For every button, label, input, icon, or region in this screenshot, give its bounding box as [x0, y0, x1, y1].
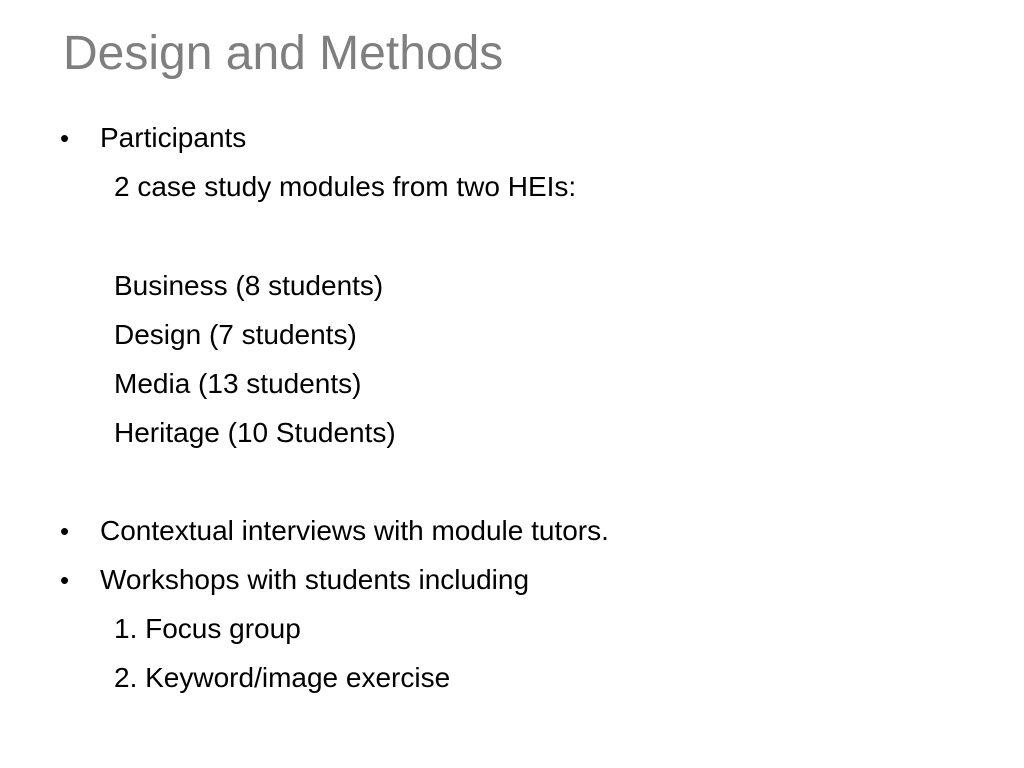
workshops-subline-keyword-exercise: 2. Keyword/image exercise: [114, 662, 451, 693]
workshops-subline-focus-group: 1. Focus group: [114, 613, 301, 644]
participants-subline-heritage: Heritage (10 Students): [114, 417, 396, 448]
bullet-contextual-interviews: Contextual interviews with module tutors.: [100, 515, 609, 546]
bullet-icon: •: [60, 123, 70, 153]
participants-subline: 2 case study modules from two HEIs:: [114, 171, 577, 202]
participants-subline-media: Media (13 students): [114, 368, 362, 399]
bullet-icon: •: [60, 565, 70, 595]
bullet-participants: Participants: [100, 122, 247, 153]
participants-subline-business: Business (8 students): [114, 270, 384, 301]
bullet-workshops: Workshops with students including: [100, 564, 530, 595]
participants-subline-design: Design (7 students): [114, 319, 357, 350]
bullet-icon: •: [60, 516, 70, 546]
slide-title: Design and Methods: [63, 27, 504, 80]
